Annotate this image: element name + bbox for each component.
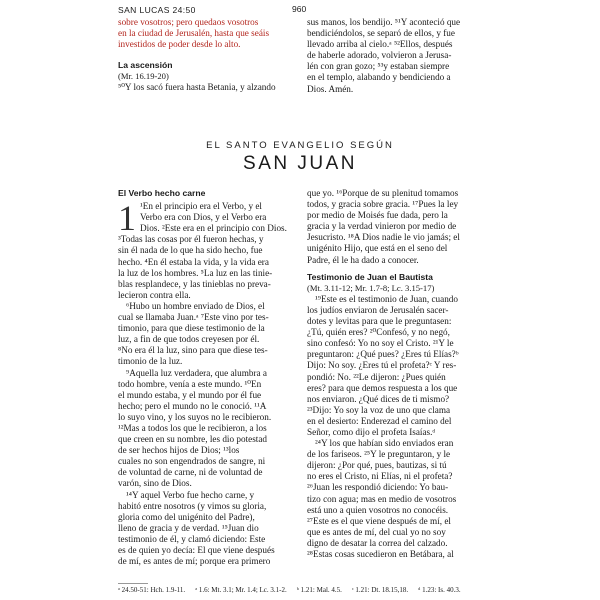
- text-line: lleno de gracia y de verdad. ¹⁵Juan dio: [118, 522, 259, 533]
- text-line: lo suyo vino, y los suyos no le recibieron.: [118, 411, 272, 422]
- section-heading: Testimonio de Juan el Bautista: [307, 271, 433, 282]
- text-line: investidos de poder desde lo alto.: [118, 39, 241, 50]
- text-line: bendiciéndolos, se separó de ellos, y fue: [307, 28, 455, 39]
- text-line: cual se llamaba Juan.ᵃ ⁷Este vino por tes-: [118, 312, 269, 323]
- text-line: hecho; pero el mundo no le conoció. ¹¹A: [118, 400, 267, 411]
- text-line: el mundo estaba, y el mundo por él fue: [118, 389, 262, 400]
- text-line: de voluntad de carne, ni de voluntad de: [118, 467, 263, 478]
- text-line: Dijo: No soy. ¿Eres tú el profeta?ᶜ Y res-: [307, 360, 457, 371]
- text-line: gloria como del unigénito del Padre),: [118, 511, 255, 522]
- text-line: sus manos, los bendijo. ⁵¹Y aconteció que: [307, 17, 461, 27]
- footnote: ᵈ 1.23: Is. 40.3.: [418, 586, 461, 594]
- text-line: pondió: No. ²²Le dijeron: ¿Pues quién: [307, 371, 446, 382]
- luke-right-column: [307, 17, 492, 95]
- text-line: ¹⁴Y aquel Verbo fue hecho carne, y: [126, 489, 255, 500]
- section-heading: El Verbo hecho carne: [118, 188, 206, 198]
- text-line: tizo con agua; mas en medio de vosotros: [307, 493, 457, 504]
- text-line: timonio, para que diese testimonio de la: [118, 323, 265, 334]
- text-line: la luz de los hombres. ⁵La luz en las tinie-: [118, 267, 273, 278]
- text-line: todos, y gracia sobre gracia. ¹⁷Pues la ley: [307, 199, 459, 210]
- text-line: preguntaron: ¿Qué pues? ¿Eres tú Elías?ᵇ: [307, 349, 459, 360]
- text-line: de mí, es antes de mí; porque era primero: [118, 556, 271, 567]
- footnote-rule: [118, 583, 148, 584]
- text-line: nos enviaron. ¿Qué dices de ti mismo?: [307, 393, 450, 404]
- text-line: está uno a quien vosotros no conocéis.: [307, 504, 449, 515]
- text-line: ¿Tú, quién eres? ²⁰Confesó, y no negó,: [307, 327, 450, 338]
- text-line: Dios. ²Este era en el principio con Dios.: [140, 223, 287, 234]
- footnote: ᶜ 1.21: Dt. 18.15,18.: [351, 586, 409, 594]
- chapter-dropcap: 1: [118, 198, 136, 239]
- text-line: sino confesó: Yo no soy el Cristo. ²¹Y le: [307, 338, 454, 349]
- text-line: ¹En el principio era el Verbo, y el: [140, 201, 262, 212]
- text-line: que creen en su nombre, les dio potestad: [118, 434, 267, 445]
- text-line: ²³Dijo: Yo soy la voz de uno que clama: [307, 404, 451, 415]
- text-line: dijeron: ¿Por qué, pues, bautizas, si tú: [307, 460, 447, 471]
- text-line: eres? para que demos respuesta a los que: [307, 382, 458, 393]
- footnote: ᵃ 1.6: Mt. 3.1; Mr. 1.4; Lc. 3.1-2.: [195, 586, 287, 594]
- text-line: Verbo era con Dios, y el Verbo era: [140, 212, 267, 223]
- running-head: SAN LUCAS 24:50: [118, 5, 196, 15]
- text-line: ⁶Hubo un hombre enviado de Dios, el: [126, 300, 265, 311]
- book-subtitle: EL SANTO EVANGELIO SEGÚN: [206, 140, 394, 151]
- text-line: ¹²Mas a todos los que le recibieron, a los: [118, 422, 267, 433]
- text-line: no eres el Cristo, ni Elías, ni el profeta?: [307, 471, 453, 482]
- text-line: Señor, como dijo el profeta Isaías.ᵈ: [307, 426, 436, 437]
- footnote: ᵇ 1.21: Mal. 4.5.: [296, 586, 342, 594]
- text-line: unigénito Hijo, que está en el seno del: [307, 243, 448, 254]
- section-reference: (Mr. 16.19-20): [118, 71, 169, 82]
- text-line: de haberle adorado, volvieron a Jerusa-: [307, 50, 452, 61]
- text-line: sin él nada de lo que ha sido hecho, fue: [118, 245, 263, 256]
- text-line: que es antes de mí, del cual yo no soy: [307, 526, 446, 537]
- text-line: es de quien yo decía: El que viene después: [118, 545, 275, 555]
- text-line: lecieron contra ella.: [118, 289, 191, 300]
- section-reference: (Mt. 3.11-12; Mr. 1.7-8; Lc. 3.15-17): [307, 282, 435, 293]
- text-line: de ser hechos hijos de Dios; ¹³los: [118, 445, 240, 456]
- text-line: en el templo, alabando y bendiciendo a: [307, 72, 451, 83]
- text-line: ¹⁹Este es el testimonio de Juan, cuando: [315, 293, 458, 304]
- text-line: ²⁶Juan les respondió diciendo: Yo bau-: [307, 482, 449, 493]
- text-line: sobre vosotros; pero quedaos vosotros: [118, 17, 259, 27]
- text-line: ³Todas las cosas por él fueron hechas, y: [118, 234, 264, 245]
- text-line: luz, a fin de que todos creyesen por él.: [118, 334, 260, 345]
- text-line: ²⁴Y los que habían sido enviados eran: [315, 438, 454, 449]
- text-line: digno de desatar la correa del calzado.: [307, 537, 448, 548]
- text-line: que yo. ¹⁶Porque de su plenitud tomamos: [307, 188, 459, 198]
- text-line: habitó entre nosotros (y vimos su gloria,: [118, 500, 267, 511]
- text-line: en la ciudad de Jerusalén, hasta que seáis: [118, 28, 270, 39]
- text-line: en el desierto: Enderezad el camino del: [307, 415, 452, 426]
- text-line: gracia y la verdad vinieron por medio de: [307, 221, 457, 232]
- text-line: ⁹Aquella luz verdadera, que alumbra a: [126, 367, 267, 378]
- footnote: ᵃ 24.50-51: Hch. 1.9-11.: [118, 586, 186, 594]
- text-line: testimonio de él, y clamó diciendo: Este: [118, 533, 266, 544]
- text-line: los judíos enviaron de Jerusalén sacer-: [307, 304, 449, 315]
- text-line: llevado arriba al cielo.ᵃ ⁵²Ellos, después: [307, 39, 453, 50]
- text-line: Dios. Amén.: [307, 83, 354, 94]
- text-line: Padre, él le ha dado a conocer.: [307, 254, 419, 265]
- page-number: 960: [292, 4, 307, 14]
- luke-left-column: [118, 17, 303, 94]
- text-line: por medio de Moisés fue dada, pero la: [307, 210, 448, 221]
- text-line: varón, sino de Dios.: [118, 478, 192, 489]
- footnotes: [118, 586, 498, 594]
- section-heading: La ascensión: [118, 60, 173, 71]
- text-line: ²⁷Este es el que viene después de mí, el: [307, 515, 451, 526]
- text-line: lén con gran gozo; ⁵³y estaban siempre: [307, 61, 450, 72]
- text-line: cuales no son engendrados de sangre, ni: [118, 456, 266, 467]
- text-line: ⁵⁰Y los sacó fuera hasta Betania, y alzando: [118, 82, 276, 93]
- book-title: SAN JUAN: [243, 153, 357, 174]
- john-left-column: [118, 188, 304, 567]
- text-line: blas resplandece, y las tinieblas no preva-: [118, 278, 271, 289]
- john-right-column: [307, 188, 493, 560]
- text-line: hecho. ⁴En él estaba la vida, y la vida era: [118, 256, 269, 267]
- text-line: ²⁸Estas cosas sucedieron en Betábara, al: [307, 549, 454, 559]
- text-line: ⁸No era él la luz, sino para que diese tes-: [118, 345, 268, 356]
- text-line: todo hombre, venía a este mundo. ¹⁰En: [118, 378, 262, 389]
- text-line: de los fariseos. ²⁵Y le preguntaron, y le: [307, 449, 451, 460]
- text-line: dotes y levitas para que le preguntasen:: [307, 316, 452, 327]
- text-line: timonio de la luz.: [118, 356, 183, 367]
- text-line: Jesucristo. ¹⁸A Dios nadie le vio jamás; el: [307, 232, 460, 243]
